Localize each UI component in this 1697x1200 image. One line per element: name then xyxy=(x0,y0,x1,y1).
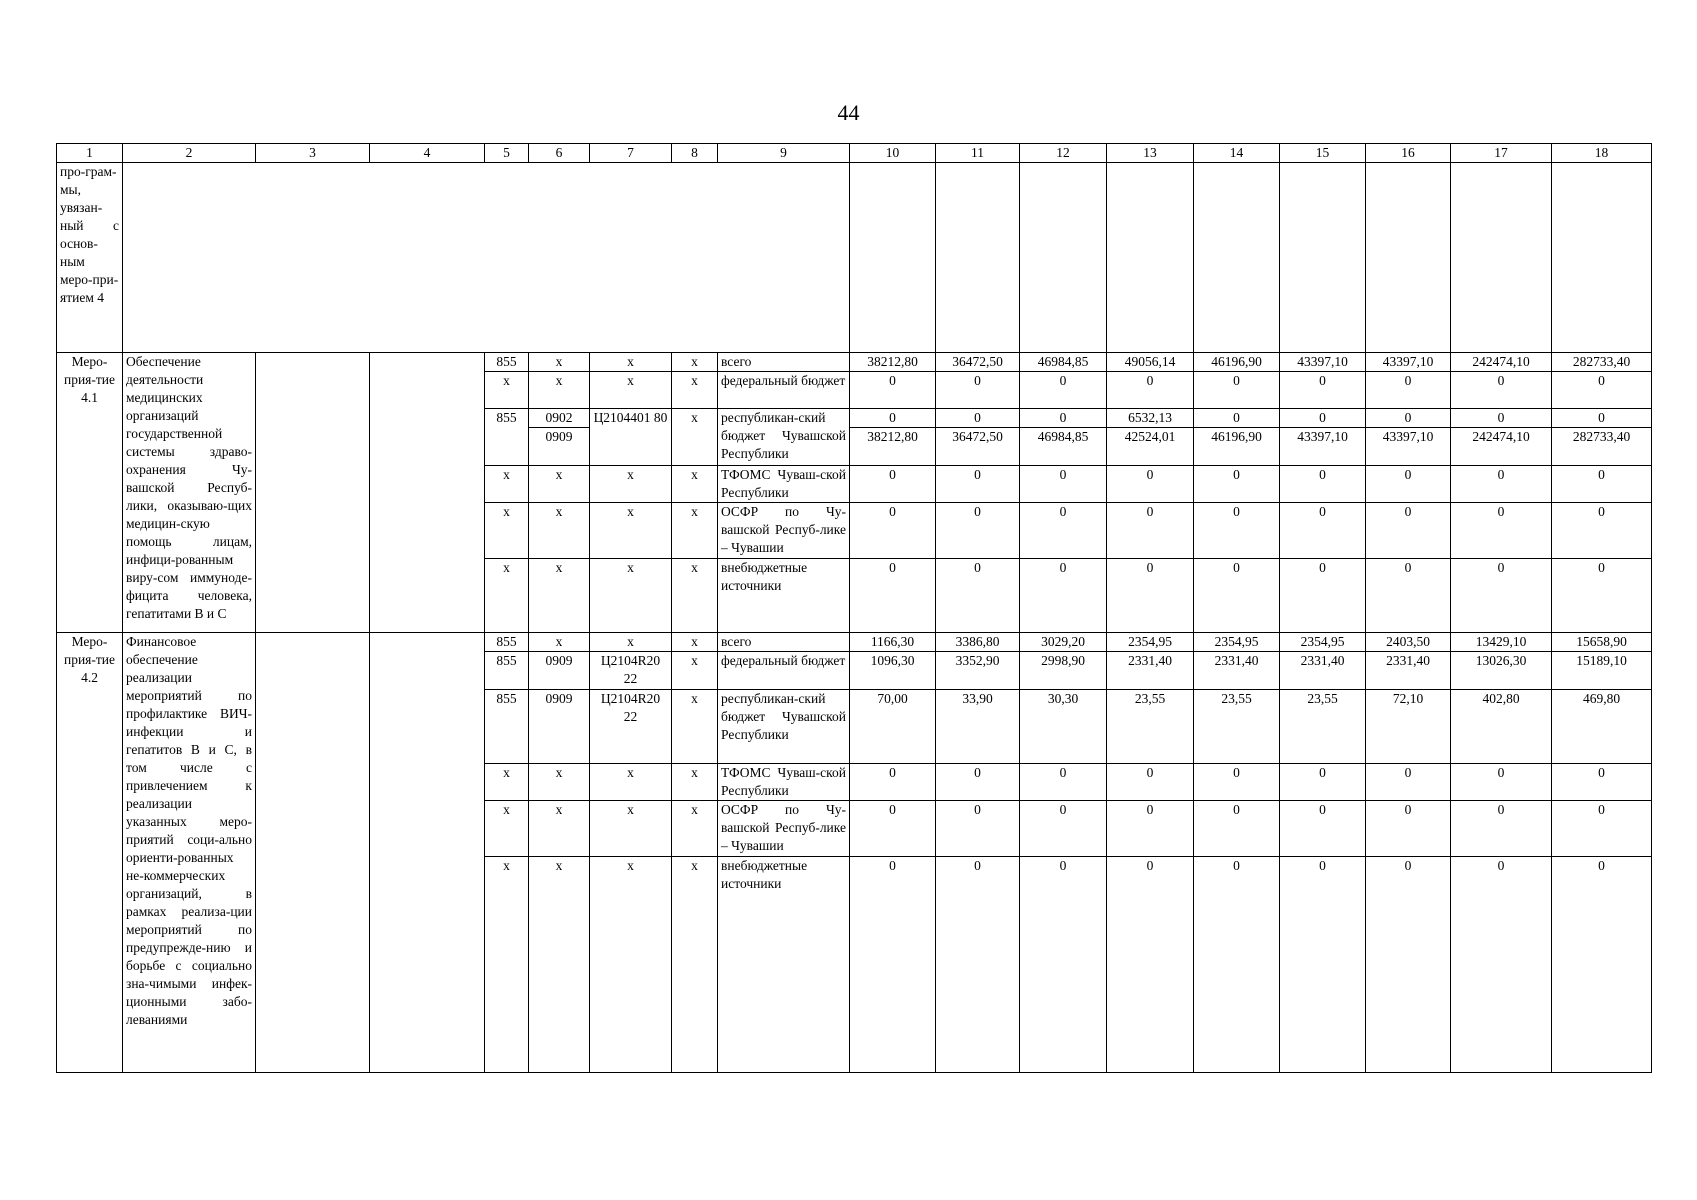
amount-cell: 0 xyxy=(936,764,1020,801)
target-code: х xyxy=(590,353,672,372)
amount-cell: 0 xyxy=(1280,857,1366,1073)
amount-cell: 0 xyxy=(936,372,1020,409)
amount-cell: 0 xyxy=(1552,372,1652,409)
expense-type: х xyxy=(672,857,718,1073)
measure-name: Финансовое обеспечение реализации мероприятий по профилактике ВИЧ-инфекции и гепатитов В и С, в том числе с привлечением к реализации указанных меро-приятий соци-ально ориенти-рованных не-коммерческих организаций, в рамках реализа-ции мероприятий по предупрежде-нию и борьбе с социально зна-чимыми инфек-ционными забо-леваниями xyxy=(123,633,256,1073)
expense-type: х xyxy=(672,690,718,764)
amount-cell: 0 xyxy=(1280,409,1366,428)
amount-cell: 0 xyxy=(1020,801,1107,857)
funding-source: всего xyxy=(718,633,850,652)
amount-cell: 38212,80 xyxy=(850,428,936,466)
column-number: 4 xyxy=(370,144,485,163)
amount-cell: 49056,14 xyxy=(1107,353,1194,372)
grbs-code: х xyxy=(485,372,529,409)
target-code: х xyxy=(590,801,672,857)
amount-cell: 0 xyxy=(1280,503,1366,559)
amount-cell: 70,00 xyxy=(850,690,936,764)
amount-cell: 0 xyxy=(1107,466,1194,503)
column-number: 17 xyxy=(1451,144,1552,163)
grbs-code: 855 xyxy=(485,409,529,466)
column-number: 10 xyxy=(850,144,936,163)
amount-cell: 72,10 xyxy=(1366,690,1451,764)
amount-cell: 0 xyxy=(1107,801,1194,857)
responsible-cell xyxy=(256,353,370,633)
section-code: х xyxy=(529,559,590,633)
table-cell xyxy=(1107,163,1194,353)
funding-source: ОСФР по Чу-вашской Респуб-лике – Чувашии xyxy=(718,801,850,857)
amount-cell: 2354,95 xyxy=(1107,633,1194,652)
table-cell xyxy=(1280,163,1366,353)
amount-cell: 23,55 xyxy=(1194,690,1280,764)
funding-source: всего xyxy=(718,353,850,372)
budget-table xyxy=(56,143,1652,1073)
amount-cell: 38212,80 xyxy=(850,353,936,372)
amount-cell: 0 xyxy=(1194,409,1280,428)
amount-cell: 0 xyxy=(1020,559,1107,633)
amount-cell: 23,55 xyxy=(1280,690,1366,764)
section-code: х xyxy=(529,353,590,372)
amount-cell: 0 xyxy=(1194,857,1280,1073)
section-code: х xyxy=(529,857,590,1073)
amount-cell: 36472,50 xyxy=(936,353,1020,372)
column-number: 1 xyxy=(57,144,123,163)
expense-type: х xyxy=(672,466,718,503)
target-code: х xyxy=(590,372,672,409)
table-cell xyxy=(1366,163,1451,353)
grbs-code: х xyxy=(485,466,529,503)
amount-cell: 0 xyxy=(1194,559,1280,633)
section-code: 0909 xyxy=(529,690,590,764)
amount-cell: 2354,95 xyxy=(1194,633,1280,652)
program-label: про-грам-мы, увязан-ный с основ-ным меро-при-ятием 4 xyxy=(57,163,123,353)
amount-cell: 0 xyxy=(1552,801,1652,857)
amount-cell: 242474,10 xyxy=(1451,353,1552,372)
amount-cell: 0 xyxy=(1451,801,1552,857)
goal-cell xyxy=(370,633,485,1073)
table-row xyxy=(57,353,1652,372)
amount-cell: 0 xyxy=(1366,559,1451,633)
amount-cell: 0 xyxy=(1366,409,1451,428)
amount-cell: 0 xyxy=(850,559,936,633)
amount-cell: 0 xyxy=(1451,466,1552,503)
amount-cell: 0 xyxy=(850,764,936,801)
amount-cell: 0 xyxy=(1194,764,1280,801)
expense-type: х xyxy=(672,353,718,372)
amount-cell: 0 xyxy=(850,372,936,409)
amount-cell: 0 xyxy=(1194,372,1280,409)
amount-cell: 0 xyxy=(1366,857,1451,1073)
amount-cell: 0 xyxy=(1451,409,1552,428)
amount-cell: 2331,40 xyxy=(1194,652,1280,690)
amount-cell: 0 xyxy=(850,503,936,559)
amount-cell: 43397,10 xyxy=(1280,428,1366,466)
column-number: 5 xyxy=(485,144,529,163)
expense-type: х xyxy=(672,409,718,466)
section-code: х xyxy=(529,466,590,503)
amount-cell: 15189,10 xyxy=(1552,652,1652,690)
table-cell xyxy=(1194,163,1280,353)
target-code: х xyxy=(590,466,672,503)
table-row xyxy=(57,163,1652,353)
amount-cell: 0 xyxy=(1280,372,1366,409)
grbs-code: х xyxy=(485,764,529,801)
amount-cell: 46984,85 xyxy=(1020,353,1107,372)
amount-cell: 3029,20 xyxy=(1020,633,1107,652)
column-number: 18 xyxy=(1552,144,1652,163)
amount-cell: 0 xyxy=(1280,801,1366,857)
amount-cell: 0 xyxy=(1107,764,1194,801)
grbs-code: 855 xyxy=(485,690,529,764)
amount-cell: 0 xyxy=(1020,764,1107,801)
amount-cell: 0 xyxy=(1107,503,1194,559)
page-number: 44 xyxy=(837,100,860,125)
amount-cell: 0 xyxy=(936,503,1020,559)
amount-cell: 15658,90 xyxy=(1552,633,1652,652)
amount-cell: 0 xyxy=(936,409,1020,428)
amount-cell: 2998,90 xyxy=(1020,652,1107,690)
amount-cell: 0 xyxy=(1020,372,1107,409)
column-number: 12 xyxy=(1020,144,1107,163)
amount-cell: 30,30 xyxy=(1020,690,1107,764)
amount-cell: 0 xyxy=(1366,764,1451,801)
amount-cell: 0 xyxy=(1451,559,1552,633)
expense-type: х xyxy=(672,652,718,690)
column-number: 13 xyxy=(1107,144,1194,163)
section-code: х xyxy=(529,503,590,559)
amount-cell: 43397,10 xyxy=(1280,353,1366,372)
expense-type: х xyxy=(672,559,718,633)
grbs-code: х xyxy=(485,503,529,559)
amount-cell: 1166,30 xyxy=(850,633,936,652)
measure-name: Обеспечение деятельности медицинских организаций государственной системы здраво-охранения Чу-вашской Респуб-лики, оказываю-щих медицин-скую помощь лицам, инфици-рованным виру-сом иммуноде-фицита человека, гепатитами В и С xyxy=(123,353,256,633)
amount-cell: 42524,01 xyxy=(1107,428,1194,466)
table-cell xyxy=(123,163,850,353)
amount-cell: 36472,50 xyxy=(936,428,1020,466)
amount-cell: 242474,10 xyxy=(1451,428,1552,466)
target-code: х xyxy=(590,559,672,633)
table-cell xyxy=(1451,163,1552,353)
amount-cell: 0 xyxy=(936,559,1020,633)
amount-cell: 0 xyxy=(1366,503,1451,559)
section-code: 0909 xyxy=(529,428,590,466)
amount-cell: 0 xyxy=(1552,409,1652,428)
amount-cell: 3352,90 xyxy=(936,652,1020,690)
amount-cell: 0 xyxy=(1451,503,1552,559)
section-code: 0909 xyxy=(529,652,590,690)
column-number: 7 xyxy=(590,144,672,163)
grbs-code: 855 xyxy=(485,652,529,690)
amount-cell: 0 xyxy=(1020,503,1107,559)
amount-cell: 0 xyxy=(1194,801,1280,857)
amount-cell: 0 xyxy=(1552,503,1652,559)
expense-type: х xyxy=(672,503,718,559)
amount-cell: 402,80 xyxy=(1451,690,1552,764)
amount-cell: 1096,30 xyxy=(850,652,936,690)
goal-cell xyxy=(370,353,485,633)
amount-cell: 2354,95 xyxy=(1280,633,1366,652)
column-number: 15 xyxy=(1280,144,1366,163)
section-code: 0902 xyxy=(529,409,590,428)
amount-cell: 0 xyxy=(850,857,936,1073)
amount-cell: 0 xyxy=(1107,372,1194,409)
section-code: х xyxy=(529,801,590,857)
amount-cell: 2331,40 xyxy=(1280,652,1366,690)
table-cell xyxy=(1552,163,1652,353)
amount-cell: 43397,10 xyxy=(1366,353,1451,372)
amount-cell: 43397,10 xyxy=(1366,428,1451,466)
funding-source: ОСФР по Чу-вашской Респуб-лике – Чувашии xyxy=(718,503,850,559)
grbs-code: 855 xyxy=(485,633,529,652)
amount-cell: 282733,40 xyxy=(1552,428,1652,466)
amount-cell: 0 xyxy=(850,466,936,503)
amount-cell: 0 xyxy=(936,466,1020,503)
amount-cell: 0 xyxy=(1020,857,1107,1073)
table-cell xyxy=(1020,163,1107,353)
funding-source: ТФОМС Чуваш-ской Республики xyxy=(718,466,850,503)
funding-source: республикан-ский бюджет Чувашской Республики xyxy=(718,690,850,764)
amount-cell: 0 xyxy=(850,801,936,857)
target-code: Ц2104401 80 xyxy=(590,409,672,466)
grbs-code: х xyxy=(485,857,529,1073)
target-code: х xyxy=(590,764,672,801)
amount-cell: 0 xyxy=(1107,559,1194,633)
column-number: 16 xyxy=(1366,144,1451,163)
amount-cell: 0 xyxy=(1451,764,1552,801)
amount-cell: 0 xyxy=(1107,857,1194,1073)
amount-cell: 0 xyxy=(1552,559,1652,633)
table-cell xyxy=(936,163,1020,353)
amount-cell: 2331,40 xyxy=(1366,652,1451,690)
amount-cell: 0 xyxy=(1552,466,1652,503)
amount-cell: 2403,50 xyxy=(1366,633,1451,652)
column-number: 14 xyxy=(1194,144,1280,163)
amount-cell: 0 xyxy=(1451,372,1552,409)
grbs-code: х xyxy=(485,801,529,857)
column-number: 9 xyxy=(718,144,850,163)
column-number: 8 xyxy=(672,144,718,163)
column-number-row xyxy=(57,144,1652,163)
section-code: х xyxy=(529,372,590,409)
amount-cell: 0 xyxy=(1451,857,1552,1073)
amount-cell: 46196,90 xyxy=(1194,428,1280,466)
section-code: х xyxy=(529,764,590,801)
amount-cell: 46196,90 xyxy=(1194,353,1280,372)
funding-source: республикан-ский бюджет Чувашской Республики xyxy=(718,409,850,466)
responsible-cell xyxy=(256,633,370,1073)
column-number: 3 xyxy=(256,144,370,163)
target-code: х xyxy=(590,503,672,559)
amount-cell: 282733,40 xyxy=(1552,353,1652,372)
column-number: 2 xyxy=(123,144,256,163)
table-cell xyxy=(850,163,936,353)
amount-cell: 0 xyxy=(1366,466,1451,503)
amount-cell: 0 xyxy=(1194,503,1280,559)
expense-type: х xyxy=(672,633,718,652)
funding-source: ТФОМС Чуваш-ской Республики xyxy=(718,764,850,801)
table-row xyxy=(57,633,1652,652)
amount-cell: 0 xyxy=(850,409,936,428)
amount-cell: 33,90 xyxy=(936,690,1020,764)
amount-cell: 0 xyxy=(1020,409,1107,428)
amount-cell: 0 xyxy=(1280,466,1366,503)
amount-cell: 13026,30 xyxy=(1451,652,1552,690)
amount-cell: 0 xyxy=(1552,857,1652,1073)
target-code: Ц2104R20 22 xyxy=(590,652,672,690)
column-number: 11 xyxy=(936,144,1020,163)
amount-cell: 0 xyxy=(1366,372,1451,409)
expense-type: х xyxy=(672,801,718,857)
grbs-code: 855 xyxy=(485,353,529,372)
measure-label: Меро-прия-тие 4.2 xyxy=(57,633,123,1073)
amount-cell: 13429,10 xyxy=(1451,633,1552,652)
funding-source: внебюджетные источники xyxy=(718,857,850,1073)
column-number: 6 xyxy=(529,144,590,163)
grbs-code: х xyxy=(485,559,529,633)
amount-cell: 2331,40 xyxy=(1107,652,1194,690)
amount-cell: 0 xyxy=(936,801,1020,857)
expense-type: х xyxy=(672,372,718,409)
amount-cell: 0 xyxy=(1552,764,1652,801)
expense-type: х xyxy=(672,764,718,801)
funding-source: федеральный бюджет xyxy=(718,372,850,409)
target-code: х xyxy=(590,633,672,652)
amount-cell: 0 xyxy=(1194,466,1280,503)
amount-cell: 6532,13 xyxy=(1107,409,1194,428)
amount-cell: 23,55 xyxy=(1107,690,1194,764)
measure-label: Меро-прия-тие 4.1 xyxy=(57,353,123,633)
amount-cell: 46984,85 xyxy=(1020,428,1107,466)
target-code: х xyxy=(590,857,672,1073)
amount-cell: 0 xyxy=(1280,559,1366,633)
amount-cell: 469,80 xyxy=(1552,690,1652,764)
amount-cell: 0 xyxy=(1366,801,1451,857)
funding-source: внебюджетные источники xyxy=(718,559,850,633)
amount-cell: 0 xyxy=(1280,764,1366,801)
amount-cell: 3386,80 xyxy=(936,633,1020,652)
funding-source: федеральный бюджет xyxy=(718,652,850,690)
section-code: х xyxy=(529,633,590,652)
amount-cell: 0 xyxy=(1020,466,1107,503)
target-code: Ц2104R20 22 xyxy=(590,690,672,764)
amount-cell: 0 xyxy=(936,857,1020,1073)
